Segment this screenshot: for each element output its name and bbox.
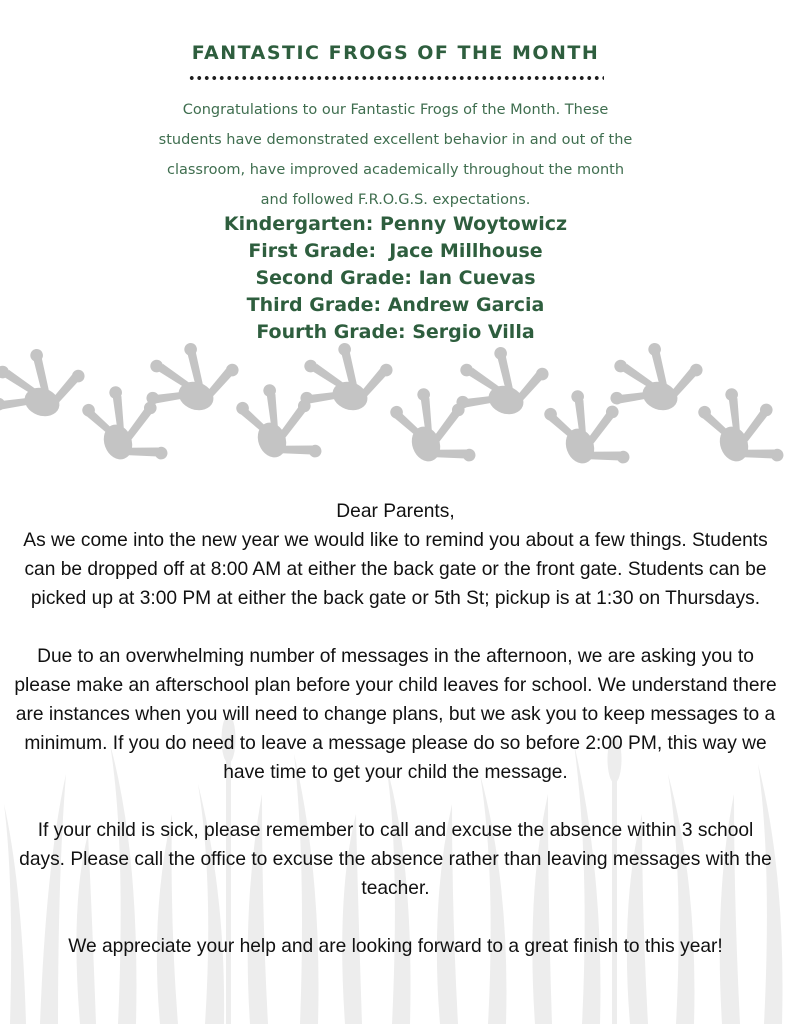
- winners-list: [0, 211, 791, 346]
- winner-fourth-grade: Fourth Grade: Sergio Villa: [256, 321, 535, 343]
- frog-footprint-icon: [694, 377, 790, 481]
- frog-footprint-icon: [386, 377, 482, 481]
- frog-footprints-row: [0, 340, 791, 500]
- dotted-divider: [188, 74, 604, 82]
- letter-paragraph-absence: If your child is sick, please remember to call and excuse the absence within 3 school days. Please call the office to excuse the absence rather than leaving messages with the teacher.: [19, 820, 772, 899]
- intro-line: and followed F.R.O.G.S. expectations.: [260, 192, 531, 208]
- intro-line: classroom, have improved academically throughout the month: [166, 162, 625, 178]
- parent-letter: [14, 497, 777, 990]
- letter-paragraph-messages: Due to an overwhelming number of messages in the afternoon, we are asking you to please make an afterschool plan before your child leaves for school. We understand there are instances when you will need to change plans, but we ask you to keep messages to a minimum. If you do need to leave a message please do so before 2:00 PM, this way we have time to get your child the message.: [14, 646, 777, 783]
- intro-text: [150, 95, 641, 215]
- frog-footprint-icon: [138, 340, 242, 428]
- winner-kindergarten: Kindergarten: Penny Woytowicz: [223, 213, 568, 235]
- winner-first-grade: First Grade: Jace Millhouse: [248, 240, 543, 262]
- letter-greeting: Dear Parents,: [336, 501, 455, 522]
- frog-footprint-icon: [232, 373, 328, 477]
- flyer-title: FANTASTIC FROGS OF THE MONTH: [191, 42, 600, 64]
- letter-paragraph-closing: We appreciate your help and are looking forward to a great finish to this year!: [68, 936, 723, 957]
- letter-paragraph-pickup: As we come into the new year we would like to remind you about a few things. Students can be dropped off at 8:00 AM at either the back gate or the front gate. Students can be picked up at 3:00 PM at either the back gate or 5th St; pickup is at 1:30 on Thursdays.: [23, 530, 768, 609]
- frog-footprint-icon: [78, 375, 174, 479]
- frog-footprint-icon: [0, 340, 88, 434]
- frog-footprint-icon: [448, 340, 552, 432]
- winner-third-grade: Third Grade: Andrew Garcia: [246, 294, 545, 316]
- winner-second-grade: Second Grade: Ian Cuevas: [255, 267, 536, 289]
- frog-footprint-icon: [292, 340, 396, 428]
- intro-line: students have demonstrated excellent behavior in and out of the: [158, 132, 633, 148]
- intro-line: Congratulations to our Fantastic Frogs of the Month. These: [182, 102, 609, 118]
